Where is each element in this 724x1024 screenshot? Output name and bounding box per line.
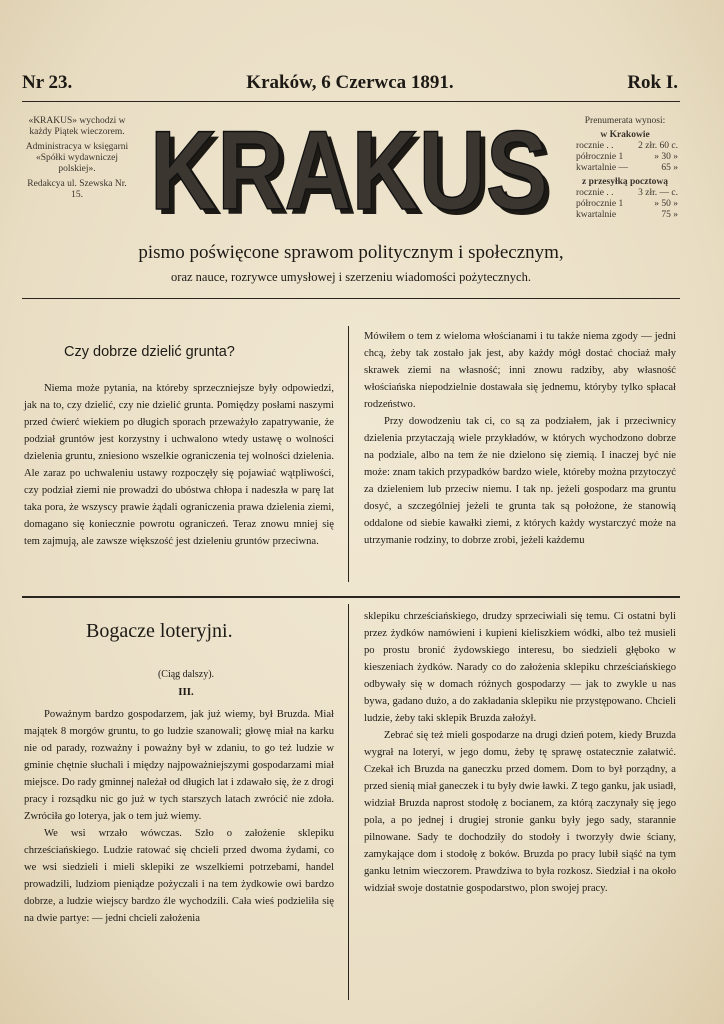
column-divider xyxy=(348,604,349,1000)
price-value: 3 złr. — c. xyxy=(638,188,678,198)
issue-number: Nr 23. xyxy=(22,72,73,93)
article2-right-column xyxy=(364,608,676,897)
article2-chapter: III. xyxy=(178,686,194,698)
article2-left-column xyxy=(24,706,334,927)
price-label: rocznie . . xyxy=(576,188,614,198)
article2-paragraph: We wsi wrzało wówczas. Szło o założenie sklepiku chrześciańskiego. Ludzie ratować się chcieli przed dwoma żydami, co we wsi siedzieli i mieli sklepiki ze wszelkiemi potrzebami, handel prowadzili, ludziom pieniądze pożyczali i na tem żydkowie owi bardzo dobrze, a ludzie wiejscy bardzo źle wychodzili. Cała wieś podzieliła się na dwie partye: — jedni chcieli założenia xyxy=(24,828,334,924)
price-value: » 50 » xyxy=(654,199,678,209)
article1-left-column xyxy=(24,380,334,550)
price-row xyxy=(572,141,678,152)
price-label: rocznie . . xyxy=(576,141,614,151)
subscription-heading: Prenumerata wynosi: xyxy=(584,116,666,126)
masthead-title: KRAKUS xyxy=(150,112,548,224)
publisher-info-line: «KRAKUS» wychodzi w każdy Piątek wieczorem. xyxy=(28,116,126,137)
article2-continued: (Ciąg dalszy). xyxy=(157,669,215,680)
price-label: kwartalnie xyxy=(576,210,617,220)
article1-paragraph: Niema może pytania, na któreby sprzeczniejsze były odpowiedzi, jak na to, czy dzielić, czy nie dzielić grunta. Pomiędzy posłami naszymi przed ćwierć wiekiem po długich sporach przeważyło zapatrywanie, że podział gruntów jest korzystny i uchwalono wtedy ustawę o wolności dzielenia gruntu, zniesiono wszelkie ograniczenia tej wolności dzielenia. Ale zaraz po uchwaleniu ustawy rozpoczęły się pojawiać wątpliwości, czy podział ziemi nie prowadzi do ubóstwa chłopa i nadeszła w parę lat taka pora, że wszyscy prawie żądali ograniczenia prawa dzielenia ziemi, domagano się koniecznie powrotu ograniczeń. Teraz znowu mniej się tem zajmują, ale zawsze większość jest dzieleniu gruntów przeciwna. xyxy=(24,383,334,547)
price-row xyxy=(572,163,678,174)
subscription-box xyxy=(572,116,678,221)
price-row xyxy=(572,199,678,210)
price-value: 2 złr. 60 c. xyxy=(638,141,678,151)
article1-paragraph: Przy dowodzeniu tak ci, co są za podziałem, jak i przeciwnicy dzielenia przytaczają wiele przykładów, w których wychodzono dobrze na podziale, albo na tem źe nie dzielono się ziemią. I inaczej być nie może: znam takich przypadków bardzo wiele, któreby można przytoczyć za dzieleniem lub przeciw niemu. I tak np. jeżeli gospodarz ma gruntu dosyć, a szczególniej jeżeli te grunta tak są położone, że stanowią oddalone od siebie kawałki ziemi, z których każdy wystarczyć może na utrzymanie rodziny, to dobrze zrobi, jeżeli każdemu xyxy=(364,416,676,546)
tagline-sub: oraz nauce, rozrywce umysłowej i szerzeniu wiadomości pożytecznych. xyxy=(171,270,531,284)
masthead-title-shadow: KRAKUS xyxy=(155,113,553,224)
article2-paragraph: sklepiku chrześciańskiego, drudzy sprzeciwiali się temu. Ci ostatni byli przez żydków namówieni i kupieni kieliszkiem wódki, albo też musieli po prostu bronić żydowskiego interesu, bo siedzieli głęboko w kieszeniach żydków. Narady co do założenia sklepiku chrześciańskiego odbywały się w domach różnych gospodarzy — jak to zwykle u nas bywa, gadano dużo, a do zakładania sklepiku nie przystępowano. Chcieli ludzie, żeby taki sklepik Bruzda założył. xyxy=(364,611,676,724)
article1-paragraph: Mówiłem o tem z wieloma włościanami i tu także niema zgody — jedni chcą, żeby tak zostało jak jest, aby każdy mógł dostać chociaż mały skrawek ziemi na własność; inni znowu radziby, aby własność włościańska niepodzielnie dostawała się jednemu, któryby tylko spłacał rodzeństwo. xyxy=(364,331,676,410)
article2-title: Bogacze loteryjni. xyxy=(86,620,233,642)
price-value: 75 » xyxy=(661,210,678,220)
article1-title: Czy dobrze dzielić grunta? xyxy=(64,344,235,360)
masthead-logo xyxy=(146,112,556,224)
publication-year: Rok I. xyxy=(627,72,678,93)
price-label: półrocznie 1 xyxy=(576,199,624,209)
tagline-main: pismo poświęcone sprawom politycznym i społecznym, xyxy=(138,242,564,263)
price-value: 65 » xyxy=(661,163,678,173)
article2-paragraph: Poważnym bardzo gospodarzem, jak już wiemy, był Bruzda. Miał majątek 8 morgów gruntu, to go ludzie szanowali; głowę miał na karku nie od parady, rozważny i poważny był w zdaniu, to go też ludzie w gminie chętnie słuchali i między najpoważniejszymi gospodarzami miał miejsce. Do rady gminnej należał od długich lat i zdawało się, że z drogi pracy i rozsądku nic go już w tych starszych latach zwrócić nie zdoła. Zwróciła go loterya, jak o tem już wiemy. xyxy=(24,709,334,822)
subscription-post-label: z przesyłką pocztową xyxy=(581,177,668,187)
price-row xyxy=(572,188,678,199)
header-rule xyxy=(22,101,680,102)
price-value: » 30 » xyxy=(654,152,678,162)
publisher-info xyxy=(24,116,130,205)
article2-paragraph: Zebrać się też mieli gospodarze na drugi dzień potem, kiedy Bruzda wygrał na loteryi, w jego domu, żeby tę sprawę ostatecznie załatwić. Czekał ich Bruzda na ganeczku przed domem. Dom to był porządny, a przed sienią miał ganeczek i tu były dwie ławki. Z tego ganku, jak usiadł, widział Bruzda naprost stodołę z bocianem, za którą zaczynały się jego pola, a po jednej i drugiej stronie ganku były jego sady, starannie pilnowane. Sady te dochodziły do stodoły i tworzyły dwie ściany, zamykające dom i stodołę z boków. Bruzda po pracy lubił siąść na tym ganku letnim wieczorem. Prawdziwa to była rozkosz. Siedział i na około widział swoje dostatnie gospodarstwo, plon swojej pracy. xyxy=(364,730,676,894)
section-rule xyxy=(22,596,680,598)
publisher-info-line: Redakcya ul. Szewska Nr. 15. xyxy=(27,179,127,200)
place-date: Kraków, 6 Czerwca 1891. xyxy=(246,72,454,93)
price-row xyxy=(572,152,678,163)
price-label: półrocznie 1 xyxy=(576,152,624,162)
column-divider xyxy=(348,326,349,582)
article1-right-column xyxy=(364,328,676,549)
price-label: kwartalnie — xyxy=(576,163,628,173)
publisher-info-line: Administracya w księgarni «Spółki wydawniczej polskiej». xyxy=(25,142,129,174)
masthead-rule xyxy=(22,298,680,299)
price-row xyxy=(572,210,678,221)
subscription-krakow-label: w Krakowie xyxy=(600,130,650,140)
